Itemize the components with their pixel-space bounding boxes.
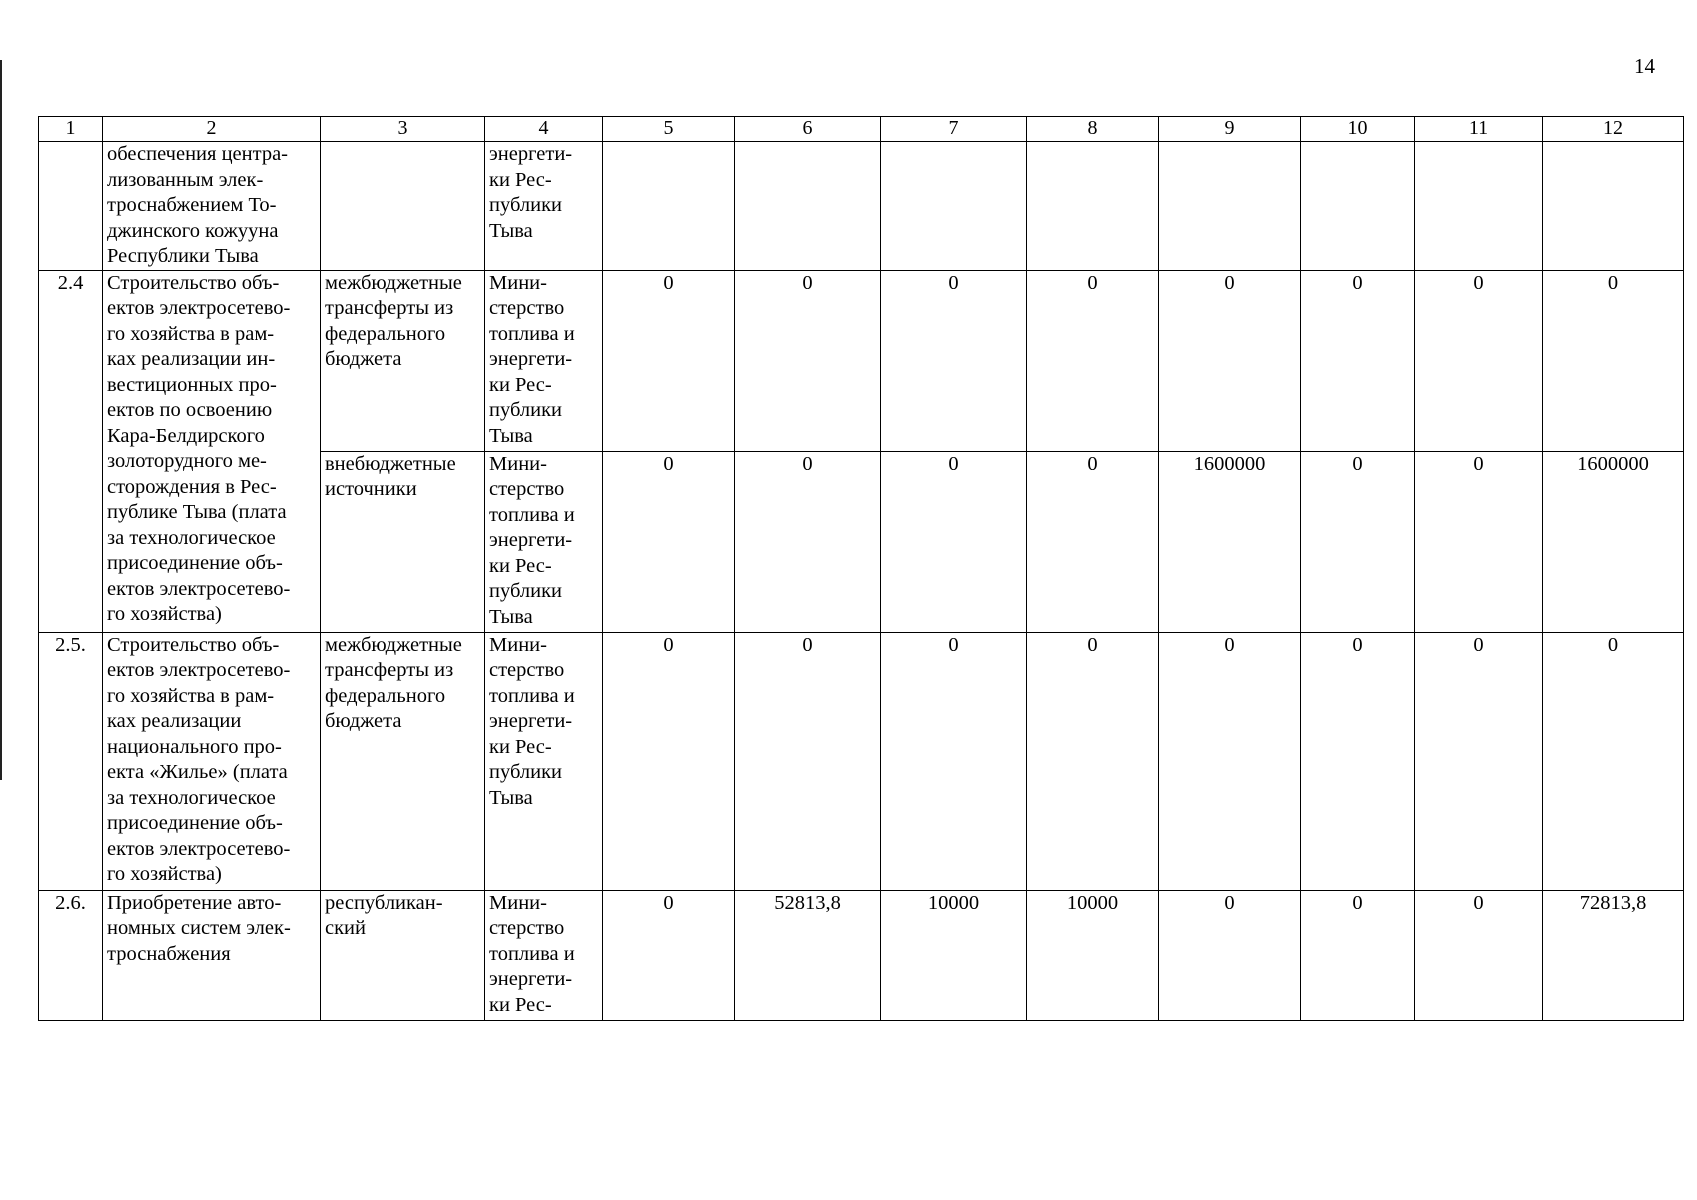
value-cell: 0 [1027, 270, 1159, 451]
funding-source [321, 142, 485, 271]
value-cell: 0 [1027, 451, 1159, 632]
row-number [39, 142, 103, 271]
column-number: 3 [321, 117, 485, 142]
table-row [39, 890, 1684, 1020]
column-number: 12 [1543, 117, 1684, 142]
value-cell: 0 [603, 451, 735, 632]
responsible-executor: Мини- стерство топлива и энергети- ки Рес- [485, 890, 603, 1020]
row-number: 2.6. [39, 890, 103, 1020]
column-number: 7 [881, 117, 1027, 142]
value-cell: 1600000 [1543, 451, 1684, 632]
value-cell: 0 [1301, 270, 1415, 451]
table-row [39, 270, 1684, 451]
value-cell: 0 [1159, 890, 1301, 1020]
row-number: 2.5. [39, 632, 103, 890]
value-cell: 52813,8 [735, 890, 881, 1020]
value-cell [735, 142, 881, 271]
activity-name: обеспечения центра- лизованным элек- троснабжением То- джинского кожууна Республики Тыва [103, 142, 321, 271]
funding-source: межбюджетные трансферты из федерального бюджета [321, 270, 485, 451]
scan-edge-mark [0, 60, 2, 780]
column-number: 5 [603, 117, 735, 142]
value-cell [1415, 142, 1543, 271]
column-number: 1 [39, 117, 103, 142]
table-row [39, 142, 1684, 271]
value-cell: 0 [881, 632, 1027, 890]
value-cell: 0 [1543, 270, 1684, 451]
value-cell [603, 142, 735, 271]
value-cell: 0 [1415, 632, 1543, 890]
activity-name: Строительство объ- ектов электросетево- го хозяйства в рам- ках реализации ин- вестиционных про- ектов по освоению Кара-Белдирского золоторудного ме- сторождения в Рес- публике Тыва (плата за технологическое присоединение объ- ектов электросетево- го хозяйства) [103, 270, 321, 632]
value-cell: 0 [603, 632, 735, 890]
value-cell: 0 [1543, 632, 1684, 890]
column-number: 9 [1159, 117, 1301, 142]
value-cell: 0 [1159, 270, 1301, 451]
funding-source: республикан- ский [321, 890, 485, 1020]
value-cell [1159, 142, 1301, 271]
value-cell: 0 [735, 270, 881, 451]
value-cell [1543, 142, 1684, 271]
value-cell: 0 [735, 451, 881, 632]
value-cell: 0 [1415, 451, 1543, 632]
value-cell: 72813,8 [1543, 890, 1684, 1020]
column-number: 2 [103, 117, 321, 142]
value-cell: 0 [1301, 451, 1415, 632]
value-cell [1301, 142, 1415, 271]
column-number-row [39, 117, 1684, 142]
value-cell: 0 [881, 270, 1027, 451]
value-cell [881, 142, 1027, 271]
responsible-executor: энергети- ки Рес- публики Тыва [485, 142, 603, 271]
value-cell: 0 [1301, 890, 1415, 1020]
value-cell: 0 [735, 632, 881, 890]
row-number: 2.4 [39, 270, 103, 632]
value-cell: 1600000 [1159, 451, 1301, 632]
value-cell: 10000 [1027, 890, 1159, 1020]
responsible-executor: Мини- стерство топлива и энергети- ки Рес- публики Тыва [485, 270, 603, 451]
program-table [38, 116, 1684, 1021]
page-number: 14 [1634, 54, 1655, 78]
value-cell: 0 [881, 451, 1027, 632]
activity-name: Строительство объ- ектов электросетево- го хозяйства в рам- ках реализации национального про- екта «Жилье» (плата за технологическое присоединение объ- ектов электросетево- го хозяйства) [103, 632, 321, 890]
value-cell: 0 [1301, 632, 1415, 890]
funding-source: межбюджетные трансферты из федерального бюджета [321, 632, 485, 890]
value-cell: 10000 [881, 890, 1027, 1020]
value-cell [1027, 142, 1159, 271]
responsible-executor: Мини- стерство топлива и энергети- ки Рес- публики Тыва [485, 632, 603, 890]
value-cell: 0 [1415, 270, 1543, 451]
responsible-executor: Мини- стерство топлива и энергети- ки Рес- публики Тыва [485, 451, 603, 632]
value-cell: 0 [1027, 632, 1159, 890]
activity-name: Приобретение авто- номных систем элек- троснабжения [103, 890, 321, 1020]
column-number: 4 [485, 117, 603, 142]
value-cell: 0 [1159, 632, 1301, 890]
column-number: 6 [735, 117, 881, 142]
value-cell: 0 [1415, 890, 1543, 1020]
column-number: 10 [1301, 117, 1415, 142]
column-number: 11 [1415, 117, 1543, 142]
value-cell: 0 [603, 890, 735, 1020]
funding-source: внебюджетные источники [321, 451, 485, 632]
column-number: 8 [1027, 117, 1159, 142]
table-row [39, 632, 1684, 890]
value-cell: 0 [603, 270, 735, 451]
